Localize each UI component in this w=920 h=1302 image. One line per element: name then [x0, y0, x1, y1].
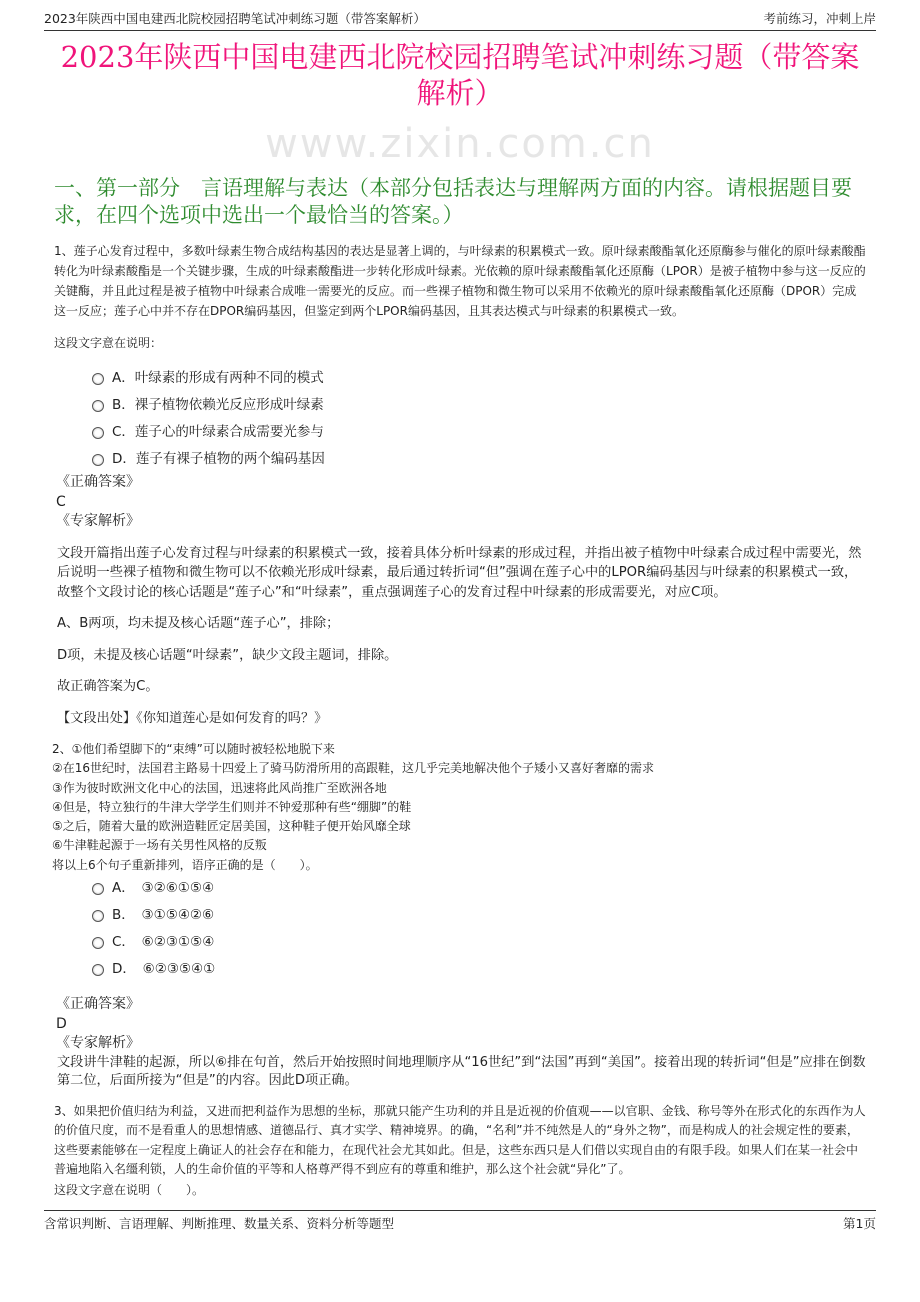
q2-option-a[interactable] [92, 875, 876, 902]
q1-answer-label: 《正确答案》 [56, 474, 140, 490]
q2-line: ②在16世纪时，法国君主路易十四爱上了骑马防滑所用的高跟鞋，这几乎完美地解决他个子矮小又喜好奢靡的需求 [52, 761, 655, 776]
q1-stem: 1、莲子心发育过程中，多数叶绿素生物合成结构基因的表达是显著上调的，与叶绿素的积累模式一致。原叶绿素酸酯氧化还原酶参与催化的原叶绿素酸酯转化为叶绿素酸酯是一个关键步骤，生成的叶绿素酸酯进一步转化形成叶绿素。光依赖的原叶绿素酸酯氧化还原酶（LPOR）是被子植物中参与这一反应的关键酶，并且此过程是被子植物中叶绿素合成唯一需要光的反应。而一些裸子植物和微生物可以采用不依赖光的原叶绿素酸酯氧化还原酶（DPOR）完成这一反应；莲子心中并不存在DPOR编码基因，但鉴定到两个LPOR编码基因，且其表达模式与叶绿素的积累模式一致。 [54, 244, 866, 318]
header-title: 2023年陕西中国电建西北院校园招聘笔试冲刺练习题（带答案解析） [44, 11, 426, 26]
radio-icon[interactable] [92, 427, 104, 439]
header-slogan: 考前练习，冲刺上岸 [763, 11, 876, 26]
q2-analysis: 文段讲牛津鞋的起源，所以⑥排在句首，然后开始按照时间地理顺序从“16世纪”到“法国”再到“美国”。接着出现的转折词“但是”应排在倒数第二位，后面所接为“但是”的内容。因此D项正确。 [57, 1054, 866, 1088]
option-label: C． ⑥②③①⑤④ [112, 934, 215, 951]
q1-conclusion: 故正确答案为C。 [57, 679, 159, 694]
radio-icon[interactable] [92, 373, 104, 385]
radio-icon[interactable] [92, 964, 104, 976]
q2-option-d[interactable] [92, 956, 876, 983]
option-label: B．裸子植物依赖光反应形成叶绿素 [112, 397, 324, 413]
q2-option-c[interactable] [92, 929, 876, 956]
q2-answer: D [56, 1015, 67, 1032]
q1-option-c[interactable] [92, 419, 876, 446]
q1-option-d[interactable] [92, 446, 876, 473]
radio-icon[interactable] [92, 454, 104, 466]
q1-analysis-ab: A、B两项，均未提及核心话题“莲子心”，排除； [57, 616, 340, 631]
radio-icon[interactable] [92, 937, 104, 949]
q1-analysis-label: 《专家解析》 [56, 513, 140, 529]
page-header [44, 10, 876, 31]
q1-analysis-d: D项，未提及核心话题“叶绿素”，缺少文段主题词，排除。 [57, 647, 398, 663]
q1-source: 【文段出处】《你知道莲心是如何发育的吗？》 [57, 710, 328, 726]
q1-answer: C [56, 493, 66, 510]
q1-prompt: 这段文字意在说明： [54, 336, 163, 350]
q2-prompt: 将以上6个句子重新排列，语序正确的是（ ）。 [52, 857, 318, 872]
section-heading: 一、第一部分 言语理解与表达（本部分包括表达与理解两方面的内容。请根据题目要求，在四个选项中选出一个最恰当的答案。） [54, 176, 852, 227]
page-number: 第1页 [843, 1215, 876, 1231]
watermark: www.zixin.com.cn [265, 121, 655, 167]
q1-option-a[interactable] [92, 365, 876, 392]
option-label: C．莲子心的叶绿素合成需要光参与 [112, 424, 324, 440]
radio-icon[interactable] [92, 910, 104, 922]
option-label: A．叶绿素的形成有两种不同的模式 [112, 370, 324, 386]
footer-note: 含常识判断、言语理解、判断推理、数量关系、资料分析等题型 [44, 1215, 395, 1231]
option-label: B． ③①⑤④②⑥ [112, 907, 215, 924]
q2-line: 2、①他们希望脚下的“束缚”可以随时被轻松地脱下来 [52, 742, 335, 756]
q2-stem [52, 740, 876, 875]
q2-line: ③作为彼时欧洲文化中心的法国，迅速将此风尚推广至欧洲各地 [52, 780, 387, 795]
q2-line: ⑥牛津鞋起源于一场有关男性风格的反叛 [52, 838, 267, 853]
option-label: D．莲子有裸子植物的两个编码基因 [112, 451, 325, 467]
radio-icon[interactable] [92, 883, 104, 895]
option-label: D． ⑥②③⑤④① [112, 961, 216, 978]
radio-icon[interactable] [92, 400, 104, 412]
q1-analysis: 文段开篇指出莲子心发育过程与叶绿素的积累模式一致，接着具体分析叶绿素的形成过程，并指出被子植物中叶绿素合成过程中需要光，然后说明一些裸子植物和微生物可以不依赖光形成叶绿素，最后通过转折词“但”强调在莲子心中的LPOR编码基因与叶绿素的积累模式一致，故整个文段讨论的核心话题是“莲子心”和“叶绿素”，重点强调莲子心的发育过程中叶绿素的形成需要光，对应C项。 [57, 545, 862, 600]
document-title: 2023年陕西中国电建西北院校园招聘笔试冲刺练习题（带答案解析） [60, 40, 860, 110]
option-label: A． ③②⑥①⑤④ [112, 880, 215, 897]
q2-option-b[interactable] [92, 902, 876, 929]
q2-line: ⑤之后，随着大量的欧洲造鞋匠定居美国，这种鞋子便开始风靡全球 [52, 819, 411, 834]
q3-prompt: 这段文字意在说明（ ）。 [54, 1182, 205, 1197]
q3-stem: 3、如果把价值归结为利益，又进而把利益作为思想的坐标，那就只能产生功利的并且是近视的价值观——以官职、金钱、称号等外在形式化的东西作为人的价值尺度，而不是看重人的思想情感、道德品行、真才实学、精神境界。的确，“名利”并不纯然是人的“身外之物”，而是构成人的社会规定性的要素，这些要素能够在一定程度上确证人的社会存在和能力，在现代社会尤其如此。但是，这些东西只是人们借以实现自由的有限手段。如果人们在某一社会中普遍地陷入名缰利锁，人的生命价值的平等和人格尊严得不到应有的尊重和维护，那么这个社会就“异化”了。 [54, 1103, 866, 1177]
q2-answer-label: 《正确答案》 [56, 996, 140, 1013]
q2-analysis-label: 《专家解析》 [56, 1035, 140, 1052]
q2-line: ④但是，特立独行的牛津大学学生们则并不钟爱那种有些“绷脚”的鞋 [52, 799, 412, 814]
q1-option-b[interactable] [92, 392, 876, 419]
page-footer [44, 1210, 876, 1233]
